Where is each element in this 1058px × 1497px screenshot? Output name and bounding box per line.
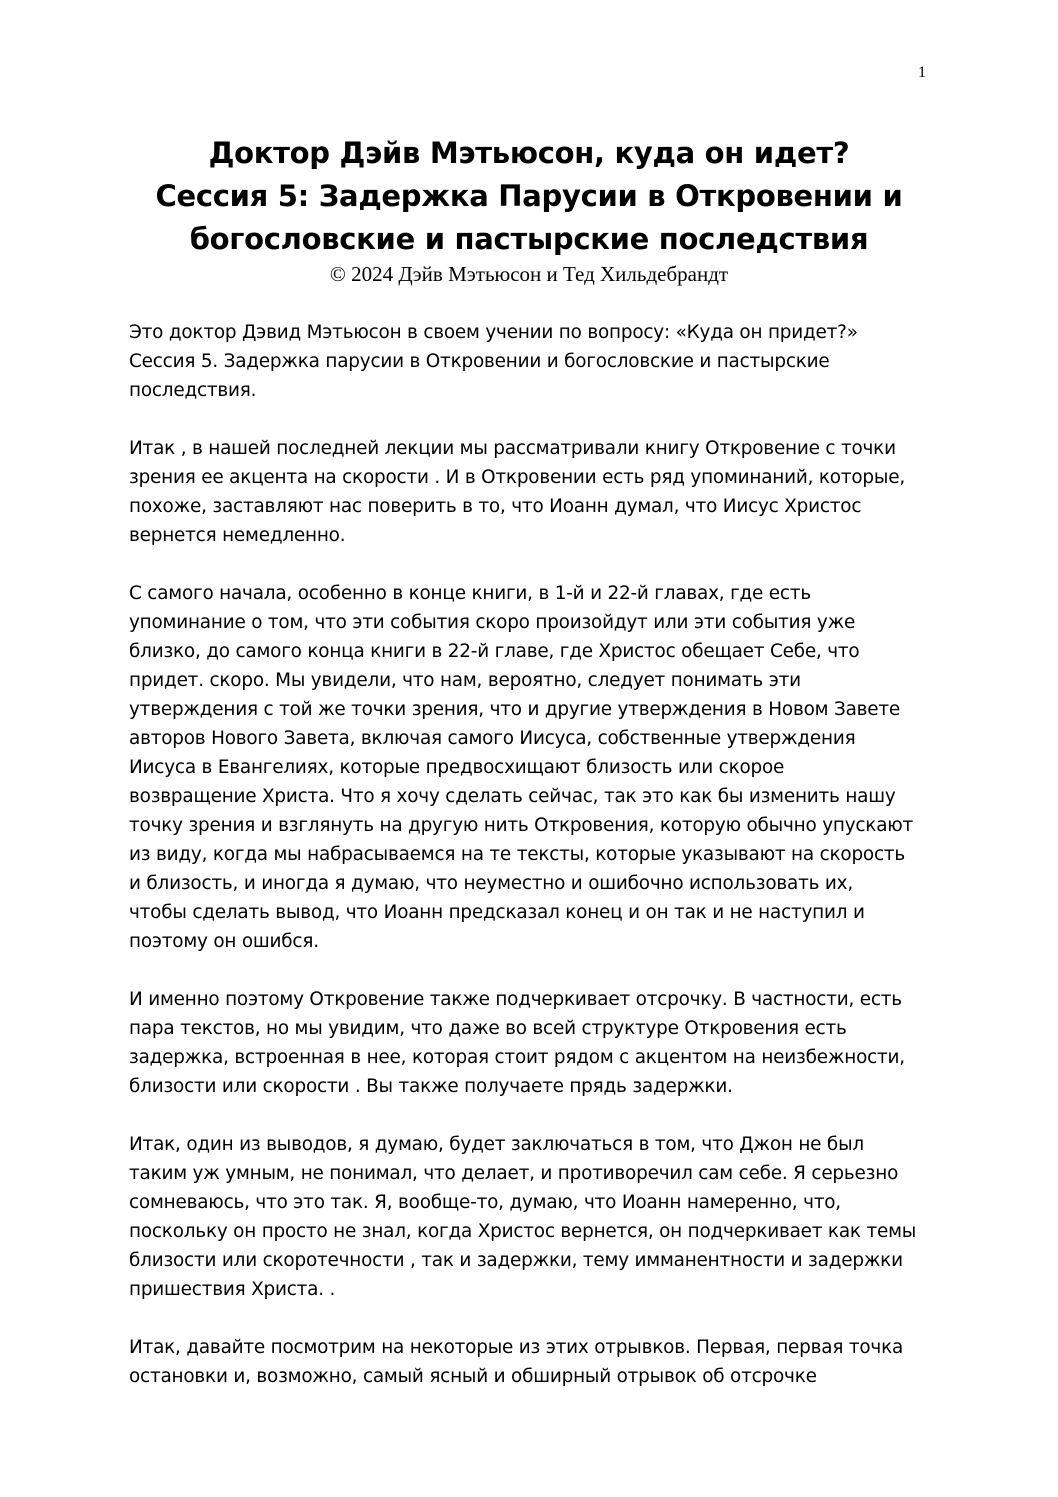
text-line: Итак, давайте посмотрим на некоторые из этих отрывков. Первая, первая точка xyxy=(129,1337,904,1358)
text-line: точку зрения и взглянуть на другую нить Откровения, которую обычно упускают xyxy=(129,815,914,836)
text-line: Иисуса в Евангелиях, которые предвосхищают близость или скорое xyxy=(129,757,785,778)
title-line: Доктор Дэйв Мэтьюсон, куда он идет? xyxy=(208,136,850,170)
paragraph-3 xyxy=(129,579,939,956)
text-line: близости или скорости . Вы также получаете прядь задержки. xyxy=(129,1076,733,1097)
text-line: чтобы сделать вывод, что Иоанн предсказал конец и он так и не наступил и xyxy=(129,902,865,923)
text-line: Сессия 5. Задержка парусии в Откровении и богословские и пастырские xyxy=(129,351,830,372)
text-line: близости или скоротечности , так и задержки, тему имманентности и задержки xyxy=(129,1250,903,1271)
text-line: из виду, когда мы набрасываемся на те тексты, которые указывают на скорость xyxy=(129,844,906,865)
text-line: поэтому он ошибся. xyxy=(129,931,319,952)
paragraph-2 xyxy=(129,434,939,550)
title-line: Сессия 5: Задержка Парусии в Откровении и xyxy=(155,179,903,213)
text-line: Это доктор Дэвид Мэтьюсон в своем учении по вопросу: «Куда он придет?» xyxy=(129,322,858,343)
text-line: авторов Нового Завета, включая самого Иисуса, собственные утверждения xyxy=(129,728,856,749)
paragraph-6 xyxy=(129,1333,939,1391)
text-line: утверждения с той же точки зрения, что и другие утверждения в Новом Завете xyxy=(129,699,901,720)
body-text xyxy=(129,318,939,1420)
text-line: похоже, заставляют нас поверить в то, что Иоанн думал, что Иисус Христос xyxy=(129,496,862,517)
paragraph-5 xyxy=(129,1130,939,1304)
text-line: близко, до самого конца книги в 22-й главе, где Христос обещает Себе, что xyxy=(129,641,860,662)
copyright-notice: © 2024 Дэйв Мэтьюсон и Тед Хильдебрандт xyxy=(329,262,729,286)
text-line: сомневаюсь, что это так. Я, вообще-то, думаю, что Иоанн намеренно, что, xyxy=(129,1192,841,1213)
text-line: придет. скоро. Мы увидели, что нам, вероятно, следует понимать эти xyxy=(129,670,801,691)
text-line: И именно поэтому Откровение также подчеркивает отсрочку. В частности, есть xyxy=(129,989,902,1010)
text-line: последствия. xyxy=(129,380,257,401)
text-line: упоминание о том, что эти события скоро произойдут или эти события уже xyxy=(129,612,856,633)
text-line: С самого начала, особенно в конце книги, в 1-й и 22-й главах, где есть xyxy=(129,583,811,604)
title-line: богословские и пастырские последствия xyxy=(189,222,869,256)
text-line: Итак , в нашей последней лекции мы рассматривали книгу Откровение с точки xyxy=(129,438,896,459)
text-line: таким уж умным, не понимал, что делает, и противоречил сам себе. Я серьезно xyxy=(129,1163,899,1184)
text-line: задержка, встроенная в нее, которая стоит рядом с акцентом на неизбежности, xyxy=(129,1047,905,1068)
text-line: остановки и, возможно, самый ясный и обширный отрывок об отсрочке xyxy=(129,1366,817,1387)
text-line: пришествия Христа. . xyxy=(129,1279,336,1300)
text-line: возвращение Христа. Что я хочу сделать сейчас, так это как бы изменить нашу xyxy=(129,786,896,807)
text-line: вернется немедленно. xyxy=(129,525,346,546)
text-line: Итак, один из выводов, я думаю, будет заключаться в том, что Джон не был xyxy=(129,1134,864,1155)
paragraph-1 xyxy=(129,318,939,405)
text-line: пара текстов, но мы увидим, что даже во всей структуре Откровения есть xyxy=(129,1018,847,1039)
text-line: зрения ее акцента на скорости . И в Откровении есть ряд упоминаний, которые, xyxy=(129,467,905,488)
paragraph-4 xyxy=(129,985,939,1101)
page-number: 1 xyxy=(918,64,926,81)
text-line: поскольку он просто не знал, когда Христос вернется, он подчеркивает как темы xyxy=(129,1221,917,1242)
text-line: и близость, и иногда я думаю, что неуместно и ошибочно использовать их, xyxy=(129,873,853,894)
title-block xyxy=(0,132,1058,287)
